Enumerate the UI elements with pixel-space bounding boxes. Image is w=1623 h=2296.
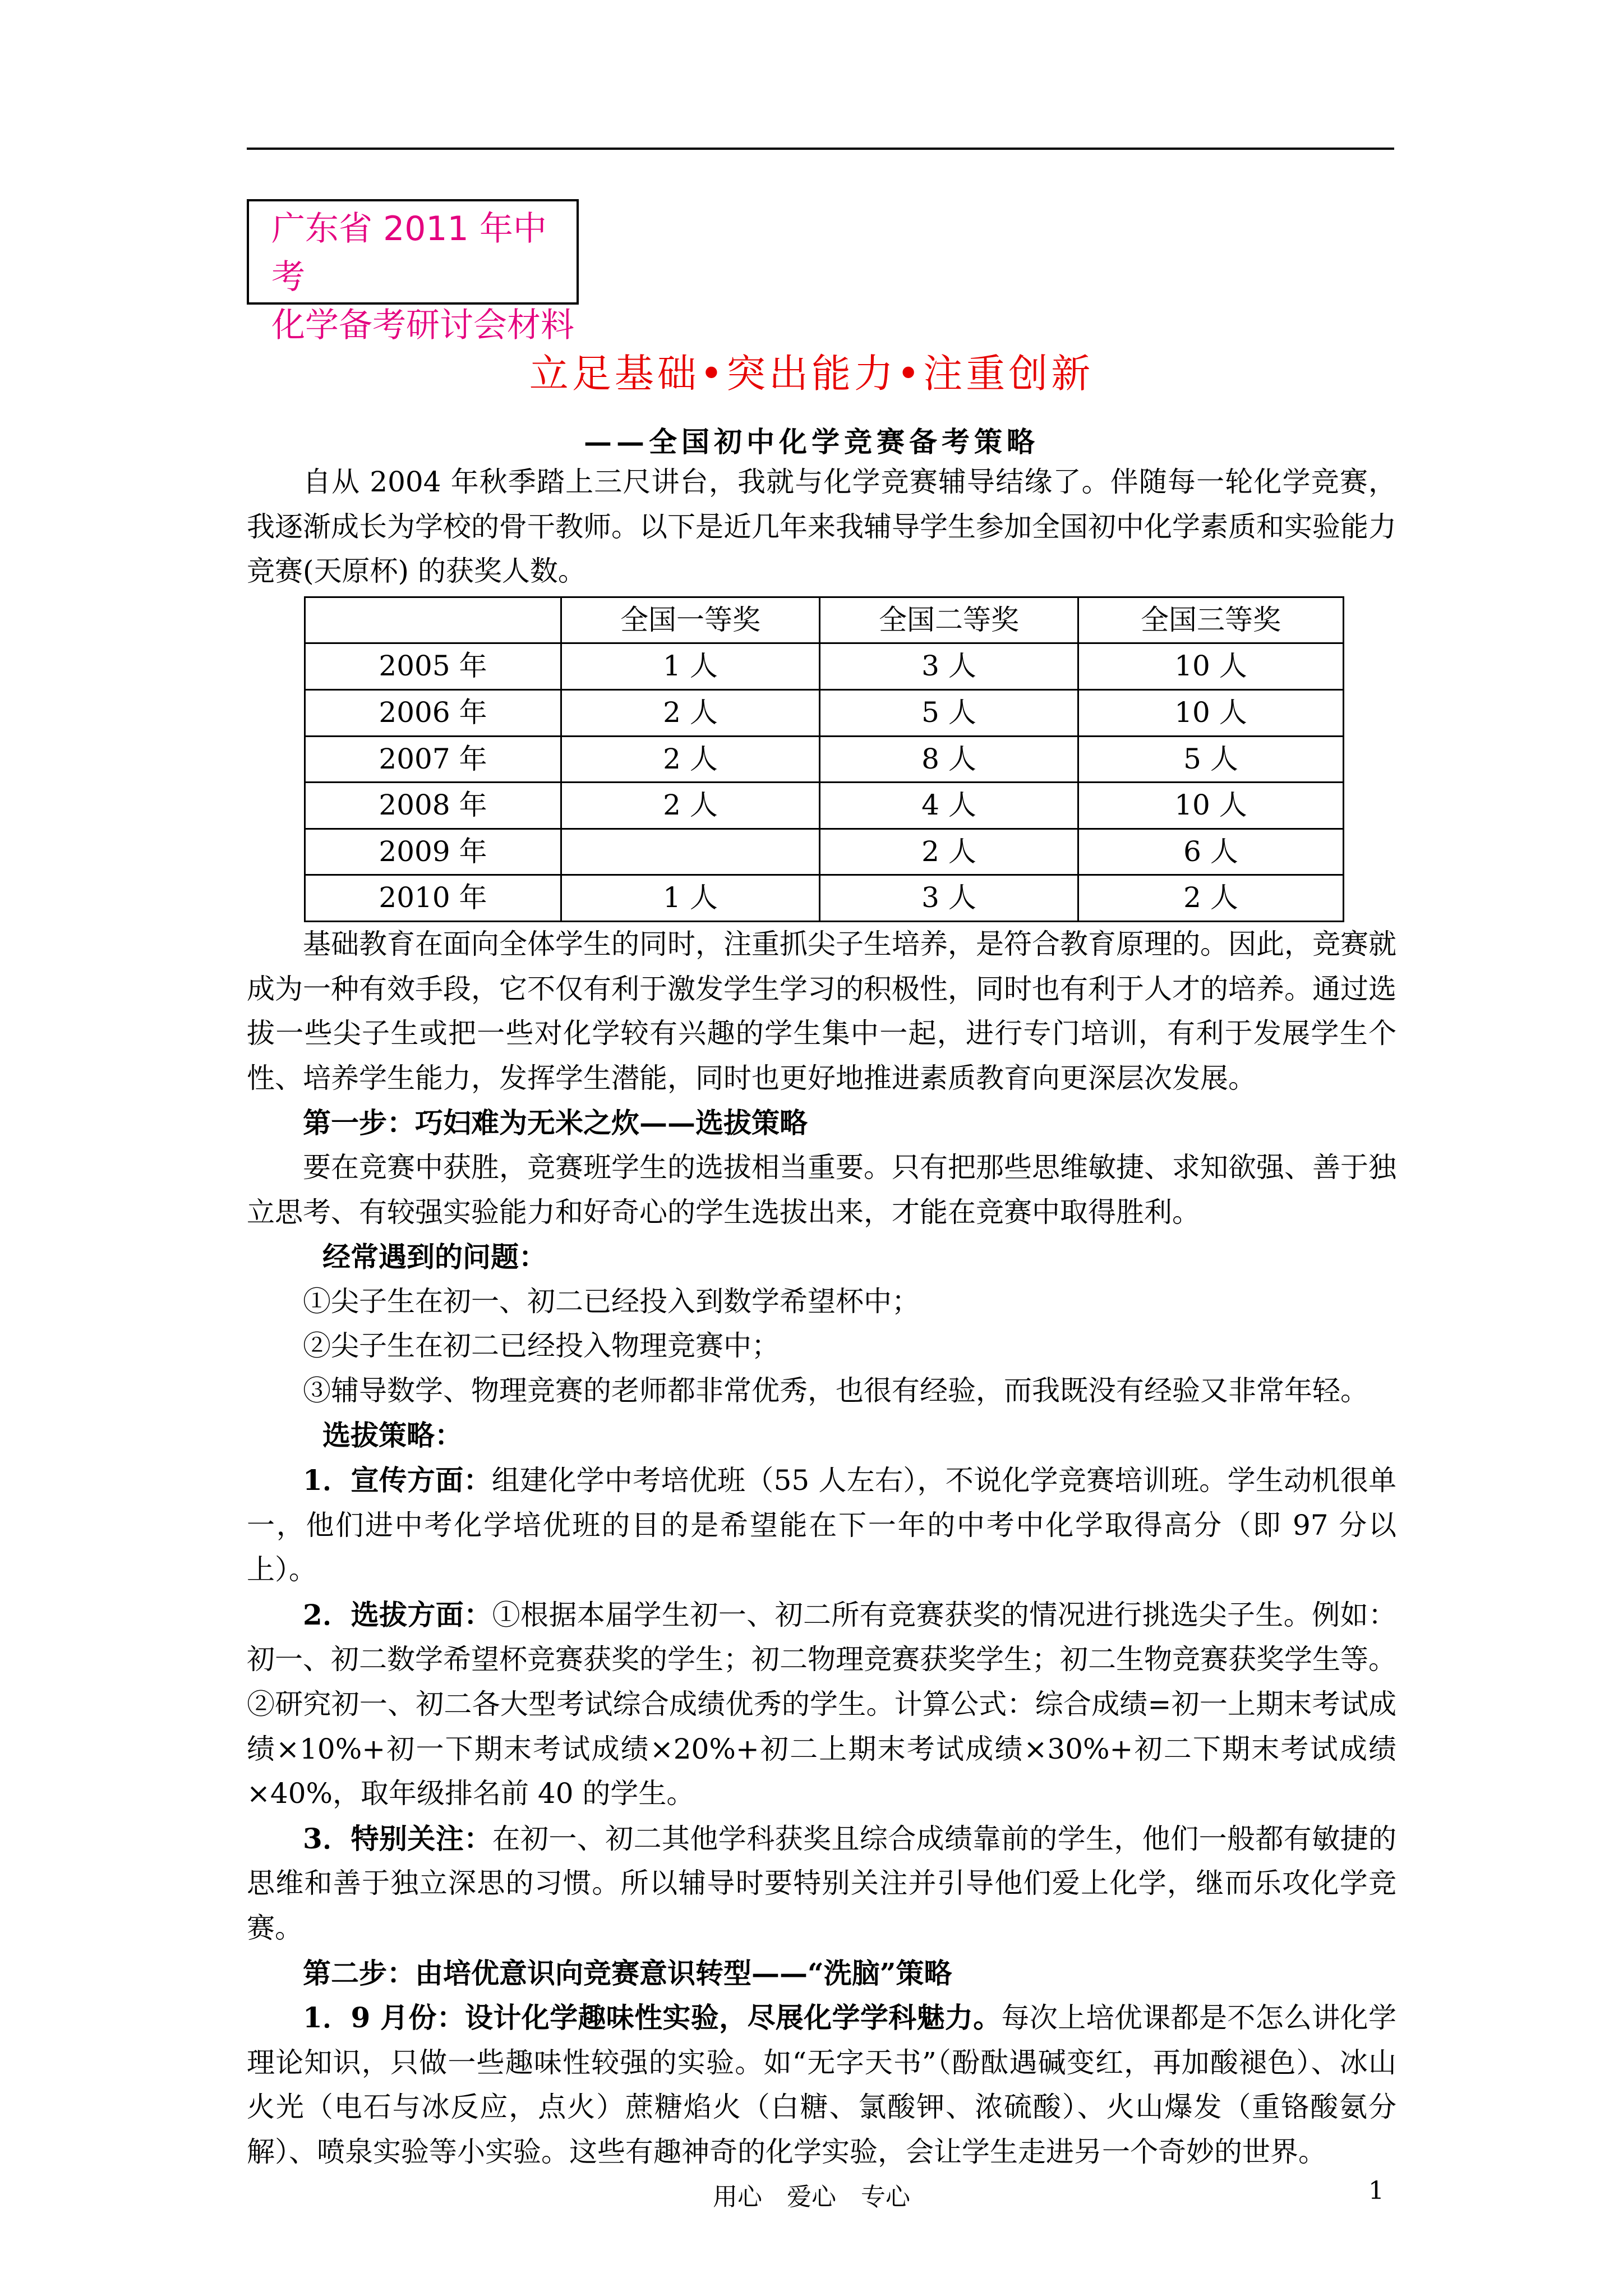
page-number: 1 [1368, 2177, 1384, 2205]
awards-table [304, 596, 1344, 922]
table-cell: 2 人 [820, 829, 1078, 875]
document-subtitle: ——全国初中化学竞赛备考策略 [584, 425, 1039, 458]
table-header-row [305, 597, 1344, 643]
table-cell: 2008 年 [305, 783, 561, 829]
table-cell: 6 人 [1078, 829, 1344, 875]
document-title: 立足基础•突出能力•注重创新 [529, 351, 1094, 397]
step1-heading: 第一步：巧妇难为无米之炊——选拔策略 [303, 1106, 808, 1140]
table-header-cell: 全国三等奖 [1078, 597, 1344, 643]
problem-item: ②尖子生在初二已经投入物理竞赛中； [303, 1329, 780, 1363]
table-header-cell: 全国一等奖 [561, 597, 820, 643]
table-cell: 10 人 [1078, 783, 1344, 829]
strategy-item-label: 3．特别关注： [303, 1821, 492, 1855]
conference-box [247, 199, 579, 345]
table-row [305, 736, 1344, 783]
page-footer: 用心 爱心 专心 [713, 2183, 910, 2211]
table-cell: 2009 年 [305, 829, 561, 875]
table-cell: 2006 年 [305, 689, 561, 736]
strategy-item-text: ①根据本届学生初一、初二所有竞赛获奖的情况进行挑选尖子生。例如：初一、初二数学希望杯竞赛获奖的学生；初二物理竞赛获奖学生；初二生物竞赛获奖学生等。②研究初一、初二各大型考试综合成绩优秀的学生。计算公式：综合成绩=初一上期末考试成绩×10%+初一下期末考试成绩×20%+初二上期末考试成绩×30%+初二下期末考试成绩×40%，取年级排名前 40 的学生。 [247, 1598, 1396, 1810]
strategy-item-text: 在初一、初二其他学科获奖且综合成绩靠前的学生，他们一般都有敏捷的思维和善于独立深思的习惯。所以辅导时要特别关注并引导他们爱上化学，继而乐攻化学竞赛。 [247, 1822, 1396, 1944]
table-header-cell [305, 597, 561, 643]
table-cell: 5 人 [1078, 736, 1344, 783]
step2-item [247, 1995, 1396, 2174]
step2-item-label: 1．9 月份：设计化学趣味性实验，尽展化学学科魅力。 [303, 2001, 1002, 2035]
table-cell: 8 人 [820, 736, 1078, 783]
strategy-item [247, 1816, 1396, 1951]
table-cell: 2 人 [561, 736, 820, 783]
strategy-heading: 选拔策略： [322, 1419, 463, 1452]
problem-item: ③辅导数学、物理竞赛的老师都非常优秀，也很有经验，而我既没有经验又非常年轻。 [303, 1374, 1368, 1407]
table-row [305, 875, 1344, 922]
table-cell: 3 人 [820, 643, 1078, 690]
table-cell: 1 人 [561, 875, 820, 922]
table-cell: 1 人 [561, 643, 820, 690]
table-cell [561, 829, 820, 875]
document-body [247, 460, 1396, 2175]
table-cell: 5 人 [820, 689, 1078, 736]
table-cell: 2 人 [561, 689, 820, 736]
table-header-cell: 全国二等奖 [820, 597, 1078, 643]
step1-text: 要在竞赛中获胜，竞赛班学生的选拔相当重要。只有把那些思维敏捷、求知欲强、善于独立思考、有较强实验能力和好奇心的学生选拔出来，才能在竞赛中取得胜利。 [247, 1151, 1396, 1228]
table-row [305, 783, 1344, 829]
strategy-item [247, 1593, 1396, 1816]
table-cell: 2005 年 [305, 643, 561, 690]
box-line-2: 化学备考研讨会材料 [271, 306, 574, 345]
problem-item: ①尖子生在初一、初二已经投入到数学希望杯中； [303, 1285, 920, 1318]
table-cell: 3 人 [820, 875, 1078, 922]
table-row [305, 829, 1344, 875]
table-row [305, 689, 1344, 736]
strategy-item-label: 1．宣传方面： [303, 1464, 492, 1497]
table-cell: 10 人 [1078, 689, 1344, 736]
step2-item-text: 每次上培优课都是不怎么讲化学理论知识，只做一些趣味性较强的实验。如“无字天书”（酚酞遇碱变红，再加酸褪色）、冰山火光（电石与冰反应，点火）蔗糖焰火（白糖、氯酸钾、浓硫酸）、火山爆发（重铬酸氨分解）、喷泉实验等小实验。这些有趣神奇的化学实验，会让学生走进另一个奇妙的世界。 [247, 2001, 1396, 2168]
table-cell: 2 人 [561, 783, 820, 829]
strategy-item-text: 组建化学中考培优班（55 人左右），不说化学竞赛培训班。学生动机很单一，他们进中考化学培优班的目的是希望能在下一年的中考中化学取得高分（即 97 分以上）。 [247, 1464, 1396, 1586]
strategy-item-label: 2．选拔方面： [303, 1598, 492, 1631]
header-rule [247, 148, 1394, 150]
step2-heading: 第二步：由培优意识向竞赛意识转型——“洗脑”策略 [303, 1956, 952, 1990]
paragraph-basic-education: 基础教育在面向全体学生的同时，注重抓尖子生培养，是符合教育原理的。因此，竞赛就成为一种有效手段，它不仅有利于激发学生学习的积极性，同时也有利于人才的培养。通过选拔一些尖子生或把一些对化学较有兴趣的学生集中一起，进行专门培训，有利于发展学生个性、培养学生能力，发挥学生潜能，同时也更好地推进素质教育向更深层次发展。 [247, 927, 1396, 1094]
problems-heading: 经常遇到的问题： [322, 1240, 547, 1274]
table-cell: 2010 年 [305, 875, 561, 922]
intro-paragraph: 自从 2004 年秋季踏上三尺讲台，我就与化学竞赛辅导结缘了。伴随每一轮化学竞赛，我逐渐成长为学校的骨干教师。以下是近几年来我辅导学生参加全国初中化学素质和实验能力竞赛(天原杯) 的获奖人数。 [247, 466, 1396, 588]
table-row [305, 643, 1344, 690]
table-cell: 4 人 [820, 783, 1078, 829]
table-cell: 10 人 [1078, 643, 1344, 690]
table-cell: 2 人 [1078, 875, 1344, 922]
table-cell: 2007 年 [305, 736, 561, 783]
strategy-item [247, 1458, 1396, 1593]
box-line-1: 广东省 2011 年中考 [271, 209, 547, 297]
